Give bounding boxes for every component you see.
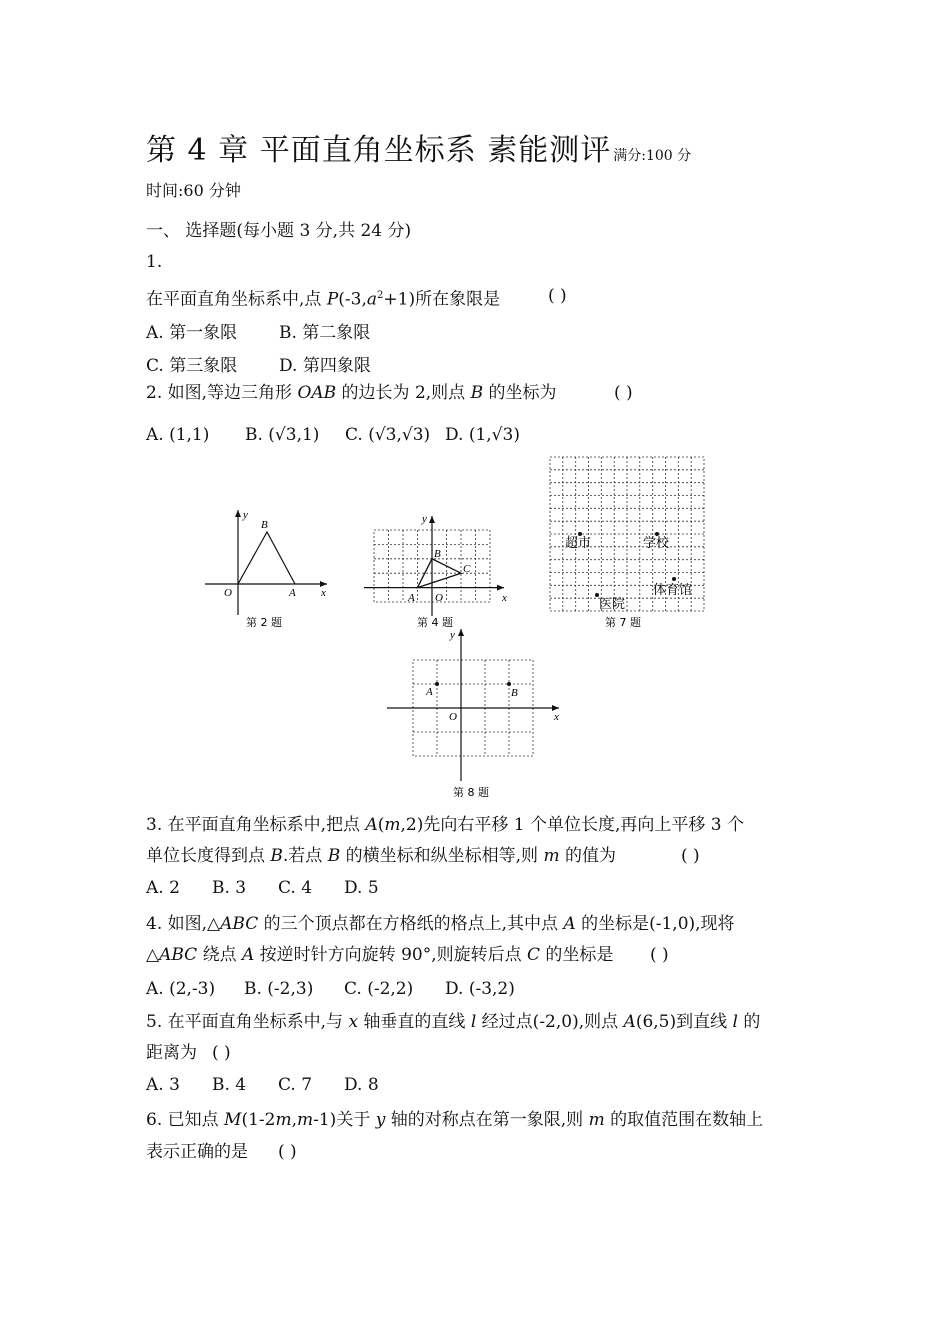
q1-option-c: C. 第三象限 (146, 356, 238, 376)
fig2-origin-label: O (224, 587, 232, 599)
q2-answer-paren: ( ) (614, 383, 633, 403)
q5-option-d: D. 8 (344, 1075, 379, 1095)
fig4-x-label: x (502, 592, 507, 604)
q1-option-a: A. 第一象限 (146, 323, 238, 343)
fig4-point-b-label: B (434, 548, 441, 560)
q2-option-a: A. (1,1) (146, 425, 210, 445)
fig7-supermarket-label: 超市 (565, 535, 592, 550)
q6-stem-line2: 表示正确的是 (146, 1142, 248, 1162)
q3-stem-line1: 3. 在平面直角坐标系中,把点 A(m,2)先向右平移 1 个单位长度,再向上平移 3 个 (146, 815, 744, 835)
fig8-x-label: x (554, 711, 559, 723)
page-title: 第 4 章 平面直角坐标系 素能测评 满分:100 分 (146, 133, 692, 168)
fig7-hospital-label: 医院 (599, 596, 626, 611)
q4-option-c: C. (-2,2) (344, 979, 414, 999)
figure-q2 (200, 500, 340, 635)
q5-option-c: C. 7 (278, 1075, 313, 1095)
fig7-gym-label: 体育馆 (653, 582, 693, 597)
fig4-y-label: y (422, 513, 427, 525)
fig2-point-a-label: A (289, 587, 296, 599)
fig4-point-a-label: A (408, 592, 415, 604)
q5-option-a: A. 3 (146, 1075, 180, 1095)
q6-stem-line1: 6. 已知点 M(1-2m,m-1)关于 y 轴的对称点在第一象限,则 m 的取值范围在数轴上 (146, 1110, 764, 1130)
q3-option-b: B. 3 (212, 878, 247, 898)
fig2-point-b-label: B (261, 519, 268, 531)
full-score: 满分:100 分 (613, 148, 692, 164)
q4-option-b: B. (-2,3) (244, 979, 314, 999)
section-heading: 一、 选择题(每小题 3 分,共 24 分) (146, 221, 412, 241)
fig8-caption: 第 8 题 (453, 786, 489, 799)
q3-stem-line2: 单位长度得到点 B.若点 B 的横坐标和纵坐标相等,则 m 的值为 (146, 846, 616, 866)
fig8-point-b-label: B (511, 687, 518, 699)
q4-option-d: D. (-3,2) (445, 979, 515, 999)
q1-option-d: D. 第四象限 (279, 356, 371, 376)
q3-option-c: C. 4 (278, 878, 313, 898)
q2-option-d: D. (1,√3) (445, 425, 520, 445)
q5-stem-line2: 距离为 (146, 1043, 197, 1063)
q2-stem: 2. 如图,等边三角形 OAB 的边长为 2,则点 B 的坐标为 (146, 383, 557, 403)
figure-q8 (383, 624, 568, 804)
figure-q7 (545, 452, 710, 632)
q1-option-b: B. 第二象限 (279, 323, 371, 343)
q2-option-b: B. (√3,1) (245, 425, 320, 445)
q1-answer-paren: ( ) (548, 286, 567, 306)
q4-answer-paren: ( ) (650, 945, 669, 965)
q5-option-b: B. 4 (212, 1075, 247, 1095)
q4-option-a: A. (2,-3) (146, 979, 216, 999)
figure-q4 (362, 508, 517, 633)
q1-stem: 在平面直角坐标系中,点 $P(-3,a^2+1)$所在象限是 (146, 289, 501, 310)
fig8-point-a-label: A (426, 686, 433, 698)
q1-number: 1. (146, 252, 163, 272)
q2-option-c: C. (√3,√3) (345, 425, 431, 445)
q5-answer-paren: ( ) (212, 1043, 231, 1063)
q4-stem-line2: △ABC 绕点 A 按逆时针方向旋转 90°,则旋转后点 C 的坐标是 (146, 945, 614, 965)
fig8-y-label: y (450, 629, 455, 641)
fig7-school-label: 学校 (643, 535, 670, 550)
fig4-caption: 第 4 题 (417, 616, 453, 629)
q3-option-d: D. 5 (344, 878, 379, 898)
q3-answer-paren: ( ) (681, 846, 700, 866)
q4-stem-line1: 4. 如图,△ABC 的三个顶点都在方格纸的格点上,其中点 A 的坐标是(-1,0),现将 (146, 914, 735, 934)
q6-answer-paren: ( ) (278, 1142, 297, 1162)
fig8-origin-label: O (449, 711, 457, 723)
time-limit: 时间:60 分钟 (146, 181, 241, 200)
fig2-x-label: x (321, 587, 326, 599)
fig4-origin-label: O (435, 592, 443, 604)
fig7-caption: 第 7 题 (605, 616, 641, 629)
fig2-caption: 第 2 题 (246, 616, 282, 629)
q5-stem-line1: 5. 在平面直角坐标系中,与 x 轴垂直的直线 l 经过点(-2,0),则点 A(6,5)到直线 l 的 (146, 1012, 761, 1032)
q3-option-a: A. 2 (146, 878, 180, 898)
fig2-y-label: y (243, 509, 248, 521)
fig4-point-c-label: C (463, 563, 471, 575)
